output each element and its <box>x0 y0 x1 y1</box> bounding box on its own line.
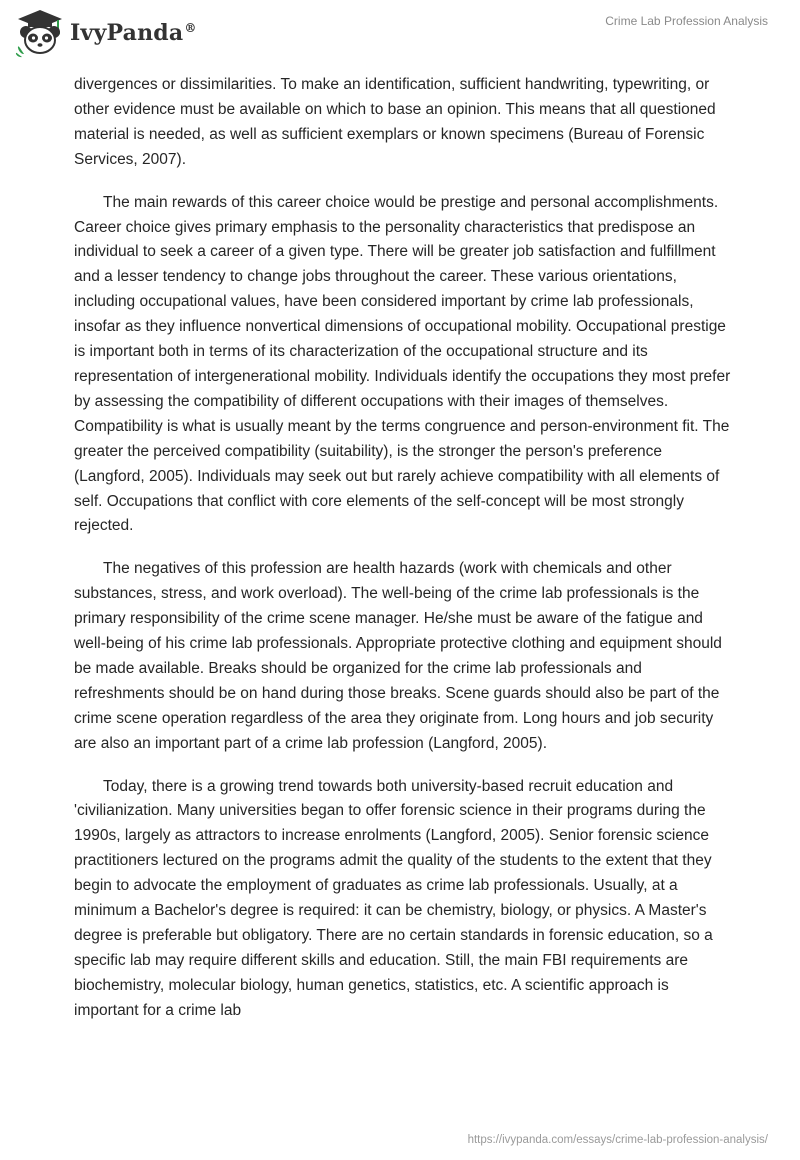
document-title: Crime Lab Profession Analysis <box>605 14 768 28</box>
panda-graduate-icon <box>14 8 66 58</box>
logo-wordmark: IvyPanda® <box>70 20 197 46</box>
paragraph-rewards: The main rewards of this career choice would be prestige and personal accomplishments. Career choice gives primary emphasis to the personality characteristics that predispose an individual to seek a career of a given type. There will be greater job satisfaction and fulfillment and a lesser tendency to change jobs throughout the career. These various orientations, including occupational values, have been considered important by crime lab professionals, insofar as they influence nonvertical dimensions of occupational mobility. Occupational prestige is important both in terms of its characterization of the occupational structure and its representation of intergenerational mobility. Individuals identify the occupations they most prefer by assessing the compatibility of different occupations with their images of themselves. Compatibility is what is usually meant by the terms congruence and person-environment fit. The greater the perceived compatibility (suitability), is the stronger the person's preference (Langford, 2005). Individuals may seek out but rarely achieve compatibility with all elements of self. Occupations that conflict with core elements of the self-concept will be most strongly rejected. <box>74 193 731 535</box>
ivypanda-logo[interactable] <box>14 8 197 58</box>
paragraph-continued: divergences or dissimilarities. To make an identification, sufficient handwriting, typewriting, or other evidence must be available on which to base an opinion. This means that all questioned material is needed, as well as sufficient exemplars or known specimens (Bureau of Forensic Services, 2007). <box>74 76 716 168</box>
source-url[interactable]: https://ivypanda.com/essays/crime-lab-profession-analysis/ <box>467 1134 768 1146</box>
page-header <box>0 0 800 70</box>
paragraph-education: Today, there is a growing trend towards both university-based recruit education and 'civilianization. Many universities began to offer forensic science in their programs during the 1990s, largely as attractors to increase enrolments (Langford, 2005). Senior forensic science practitioners lectured on the programs admit the quality of the students to the extent that they begin to advocate the employment of graduates as crime lab professionals. Usually, at a minimum a Bachelor's degree is required: it can be chemistry, biology, or physics. A Master's degree is preferable but obligatory. There are no certain standards in forensic education, so a specific lab may require different skills and education. Still, the main FBI requirements are biochemistry, molecular biology, human genetics, statistics, etc. A scientific approach is important for a crime lab <box>74 777 713 1019</box>
paragraph-negatives: The negatives of this profession are health hazards (work with chemicals and other substances, stress, and work overload). The well-being of the crime lab professionals is the primary responsibility of the crime scene manager. He/she must be aware of the fatigue and well-being of his crime lab professionals. Appropriate protective clothing and equipment should be made available. Breaks should be organized for the crime lab professionals and refreshments should be on hand during those breaks. Scene guards should also be part of the crime scene operation regardless of the area they originate from. Long hours and job security are also an important part of a crime lab profession (Langford, 2005). <box>74 560 722 752</box>
essay-body <box>74 73 734 1042</box>
